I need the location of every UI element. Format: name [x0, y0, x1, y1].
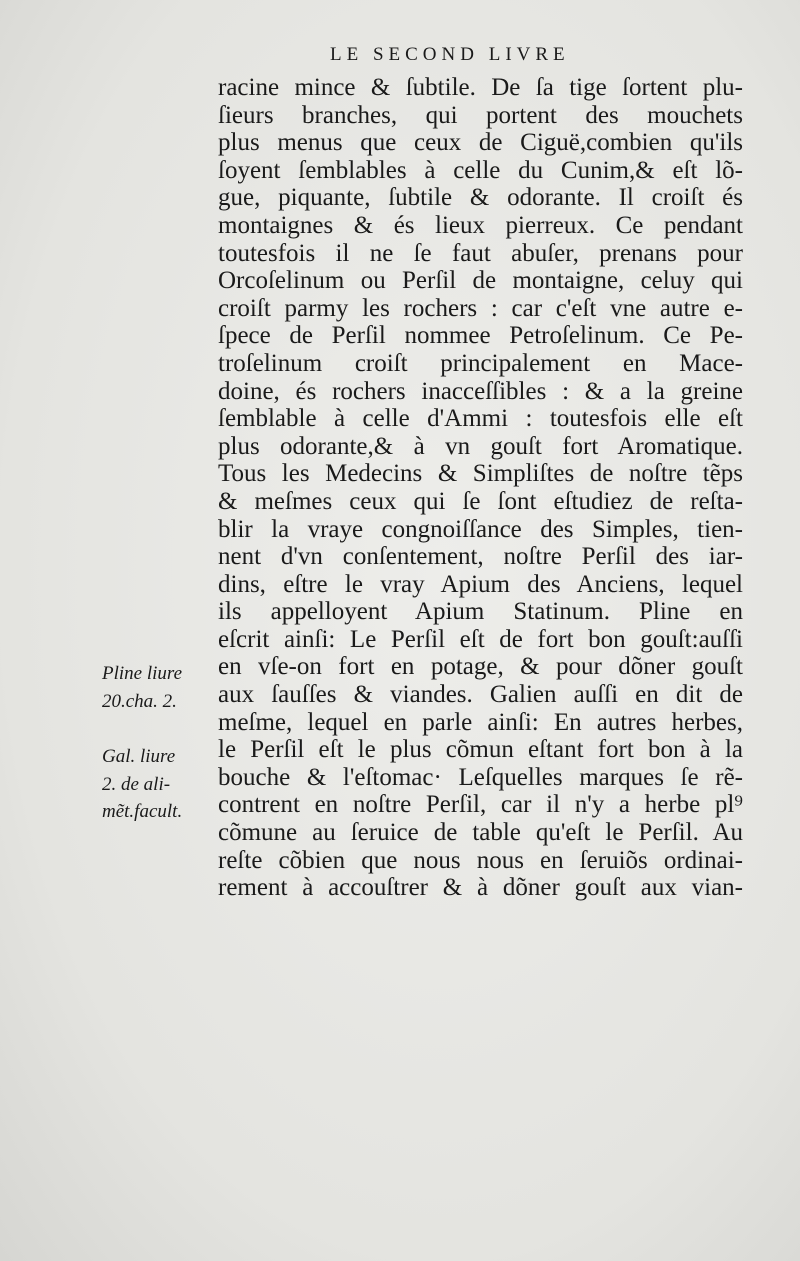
text-line: blir la vraye congnoiſſance des Simples, tien- [218, 515, 743, 543]
text-line: cõmune au ſeruice de table qu'eſt le Perſil. Au [218, 819, 743, 847]
text-line: eſcrit ainſi: Le Perſil eſt de fort bon gouſt:auſſi [218, 625, 743, 653]
text-line: ſoyent ſemblables à celle du Cunim,& eſt lõ- [218, 156, 743, 184]
text-line: plus menus que ceux de Ciguë,combien qu'ils [218, 129, 743, 157]
marginal-note-galien [102, 743, 214, 826]
text-line: contrent en noſtre Perſil, car il n'y a herbe pl⁹ [218, 791, 743, 819]
text-line: troſelinum croiſt principalement en Mace- [218, 349, 743, 377]
text-line: reſte cõbien que nous nous en ſeruiõs ordinai- [218, 846, 743, 874]
text-line: rement à accouſtrer & à dõner gouſt aux vian- [218, 874, 743, 902]
marginal-note-line: 2. de ali- [102, 773, 171, 795]
marginal-note-line: 20.cha. 2. [102, 690, 177, 712]
text-line: & meſmes ceux qui ſe ſont eſtudiez de reſta- [218, 487, 743, 515]
marginal-note-line: Pline liure [102, 663, 183, 684]
text-line: plus odorante,& à vn gouſt fort Aromatique. [218, 432, 743, 460]
text-line: aux ſauſſes & viandes. Galien auſſi en dit de [218, 681, 743, 709]
text-line: toutesfois il ne ſe faut abuſer, prenans pour [218, 239, 743, 267]
marginal-note-line: Gal. liure [102, 746, 176, 767]
text-line: Orcoſelinum ou Perſil de montaigne, celuy qui [218, 267, 743, 295]
text-line: gue, piquante, ſubtile & odorante. Il croiſt és [218, 184, 743, 212]
text-line: montaignes & és lieux pierreux. Ce pendant [218, 211, 743, 239]
text-line: Tous les Medecins & Simpliſtes de noſtre tẽps [218, 460, 743, 488]
text-line: en vſe-on fort en potage, & pour dõner gouſt [218, 653, 743, 681]
text-line: doine, és rochers inacceſſibles : & a la greine [218, 377, 743, 405]
text-line: le Perſil eſt le plus cõmun eſtant fort bon à la [218, 736, 743, 764]
text-line: racine mince & ſubtile. De ſa tige ſortent plu- [218, 74, 743, 101]
text-line: ils appelloyent Apium Statinum. Pline en [218, 598, 743, 626]
marginal-note-line: mẽt.facult. [102, 801, 183, 823]
text-line: ſpece de Perſil nommee Petroſelinum. Ce Pe- [218, 322, 743, 350]
marginal-note-pline [102, 660, 214, 715]
text-line: bouche & l'eſtomac· Leſquelles marques ſe rẽ- [218, 763, 743, 791]
text-line: ſemblable à celle d'Ammi : toutesfois elle eſt [218, 405, 743, 433]
text-line: nent d'vn conſentement, noſtre Perſil des iar- [218, 543, 743, 571]
text-line: meſme, lequel en parle ainſi: En autres herbes, [218, 708, 743, 736]
text-line: croiſt parmy les rochers : car c'eſt vne autre e- [218, 294, 743, 322]
running-head: LE SECOND LIVRE [330, 44, 570, 65]
main-text-block [218, 74, 743, 902]
text-line: ſieurs branches, qui portent des mouchets [218, 101, 743, 129]
text-line: dins, eſtre le vray Apium des Anciens, lequel [218, 570, 743, 598]
